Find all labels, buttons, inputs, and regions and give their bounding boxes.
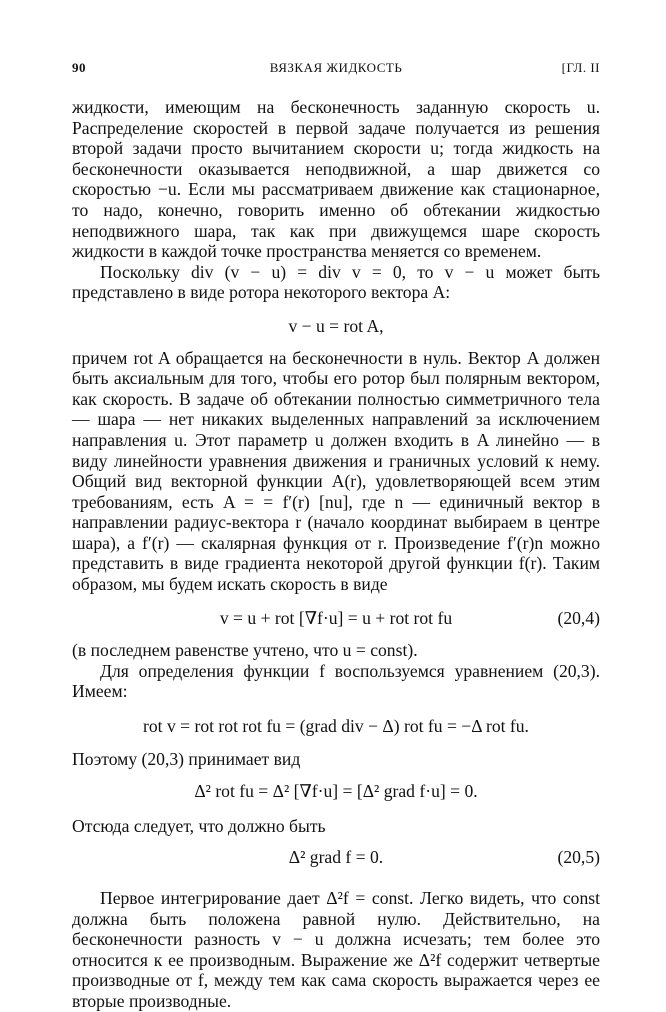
equation-text: v = u + rot [∇f·u] = u + rot rot fu — [219, 607, 453, 628]
page-header — [72, 60, 600, 80]
chapter-label: [ГЛ. II — [561, 60, 600, 75]
equation-rot-v — [72, 716, 600, 737]
equation-delta-rot — [72, 781, 600, 802]
running-title: ВЯЗКАЯ ЖИДКОСТЬ — [269, 60, 403, 75]
equation-text: Δ² rot fu = Δ² [∇f·u] = [Δ² grad f·u] = 0. — [194, 781, 478, 802]
equation-number: (20,5) — [557, 847, 600, 868]
paragraph-6: Поэтому (20,3) принимает вид — [72, 748, 301, 769]
book-page — [72, 60, 600, 1012]
equation-text: v − u = rot A, — [288, 315, 384, 336]
equation-20-4 — [72, 608, 600, 629]
equation-text: Δ² grad f = 0. — [288, 847, 384, 868]
paragraph-5: Для определения функции f воспользуемся уравнением (20,3). Имеем: — [72, 660, 600, 702]
equation-rot-a — [72, 316, 600, 337]
equation-number: (20,4) — [557, 607, 600, 628]
equation-20-5 — [72, 847, 600, 868]
paragraph-8: Первое интегрирование дает Δ²f = const. Легко видеть, что const должна быть положена равной нулю. Действительно, на бесконечности разность v − u должна исчезать; тем более это относится к ее производным. Выражение же Δ²f содержит четвертые производные от f, между тем как сама скорость выражается через ее вторые производные. — [72, 888, 600, 1011]
paragraph-1: жидкости, имеющим на бесконечность заданную скорость u. Распределение скоростей в первой задаче получается из решения второй задачи просто вычитанием скорости u; тогда жидкость на бесконечности оказывается неподвижной, а шар движется со скоростью −u. Если мы рассматриваем движение как стационарное, то надо, конечно, говорить именно об обтекании жидкостью неподвижного шара, так как при движущемся шаре скорость жидкости в каждой точке пространства меняется со временем. — [72, 97, 600, 262]
equation-text: rot v = rot rot rot fu = (grad div − Δ) rot fu = −Δ rot fu. — [143, 716, 529, 737]
paragraph-2: Поскольку div (v − u) = div v = 0, то v − u может быть представлено в виде ротора некоторого вектора A: — [72, 261, 600, 303]
paragraph-4: (в последнем равенстве учтено, что u = const). — [72, 640, 418, 661]
page-body — [72, 97, 600, 1012]
page-number: 90 — [72, 60, 86, 75]
paragraph-7: Отсюда следует, что должно быть — [72, 815, 326, 836]
paragraph-3: причем rot A обращается на бесконечности в нуль. Вектор A должен быть аксиальным для того, чтобы его ротор был полярным вектором, как скорость. В задаче об обтекании полностью симметричного тела — шара — нет никаких выделенных направлений за исключением направления u. Этот параметр u должен входить в A линейно — в виду линейности уравнения движения и граничных условий к нему. Общий вид векторной функции A(r), удовлетворяющей всем этим требованиям, есть A = = f′(r) [nu], где n — единичный вектор в направлении радиус-вектора r (начало координат выбираем в центре шара), а f′(r) — скалярная функция от r. Произведение f′(r)n можно представить в виде градиента некоторой другой функции f(r). Таким образом, мы будем искать скорость в виде — [72, 347, 600, 595]
